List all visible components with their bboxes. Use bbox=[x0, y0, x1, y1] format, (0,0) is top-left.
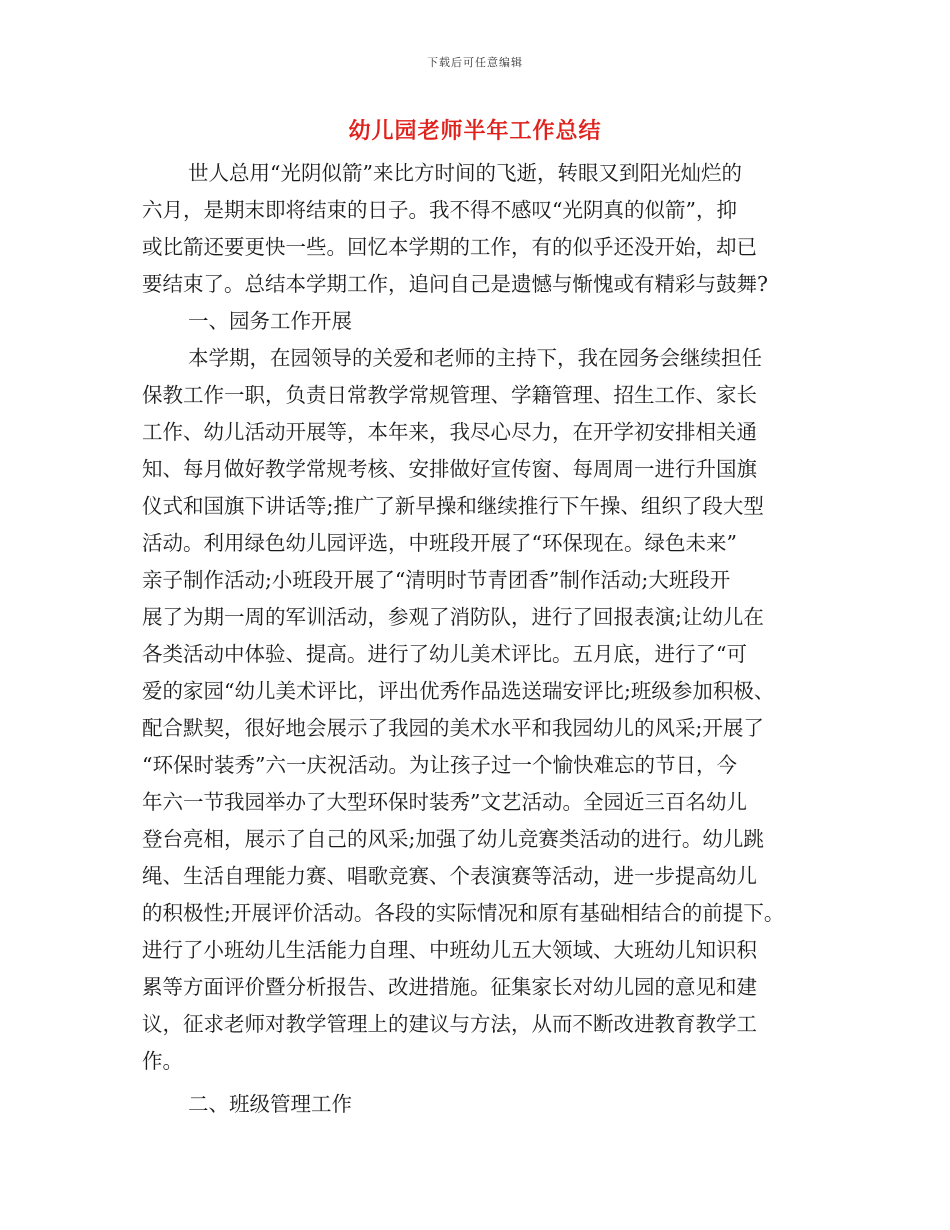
paragraph-line: 绳、生活自理能力赛、唱歌竞赛、个表演赛等活动，进一步提高幼儿 bbox=[142, 864, 757, 888]
paragraph-line: 或比箭还要更快一些。回忆本学期的工作，有的似乎还没开始，却已 bbox=[142, 235, 757, 259]
paragraph-line: 活动。利用绿色幼儿园评选，中班段开展了“环保现在。绿色未来” bbox=[142, 531, 737, 555]
paragraph-line: 亲子制作活动;小班段开展了“清明时节青团香”制作活动;大班段开 bbox=[142, 568, 731, 592]
paragraph-line: “环保时装秀”六一庆祝活动。为让孩子过一个愉快难忘的节日，今 bbox=[142, 753, 737, 777]
paragraph-line: 要结束了。总结本学期工作，追问自己是遗憾与惭愧或有精彩与鼓舞? bbox=[142, 272, 768, 296]
paragraph-line: 本学期，在园领导的关爱和老师的主持下，我在园务会继续担任 bbox=[188, 346, 762, 370]
paragraph-line: 年六一节我园举办了大型环保时装秀”文艺活动。全园近三百名幼儿 bbox=[142, 790, 747, 814]
paragraph-line: 配合默契，很好地会展示了我园的美术水平和我园幼儿的风采;开展了 bbox=[142, 716, 764, 740]
paragraph-line: 保教工作一职，负责日常教学常规管理、学籍管理、招生工作、家长 bbox=[142, 383, 757, 407]
header-note: 下载后可任意编辑 bbox=[427, 56, 523, 69]
paragraph-line: 爱的家园“幼儿美术评比，评出优秀作品选送瑞安评比;班级参加积极、 bbox=[142, 679, 775, 703]
document-title: 幼儿园老师半年工作总结 bbox=[348, 118, 602, 144]
paragraph-line: 作。 bbox=[142, 1049, 183, 1073]
section-heading: 二、班级管理工作 bbox=[188, 1092, 352, 1116]
paragraph-line: 工作、幼儿活动开展等，本年来，我尽心尽力，在开学初安排相关通 bbox=[142, 420, 757, 444]
paragraph-line: 各类活动中体验、提高。进行了幼儿美术评比。五月底，进行了“可 bbox=[142, 642, 747, 666]
paragraph-line: 知、每月做好教学常规考核、安排做好宣传窗、每周周一进行升国旗 bbox=[142, 457, 757, 481]
paragraph-line: 六月，是期末即将结束的日子。我不得不感叹“光阴真的似箭”，抑 bbox=[142, 198, 737, 222]
paragraph-line: 仪式和国旗下讲话等;推广了新早操和继续推行下午操、组织了段大型 bbox=[142, 494, 764, 518]
paragraph-line: 登台亮相，展示了自己的风采;加强了幼儿竞赛类活动的进行。幼儿跳 bbox=[142, 827, 764, 851]
paragraph-line: 展了为期一周的军训活动，参观了消防队，进行了回报表演;让幼儿在 bbox=[142, 605, 764, 629]
paragraph-line: 议，征求老师对教学管理上的建议与方法，从而不断改进教育教学工 bbox=[142, 1012, 757, 1036]
paragraph-line: 进行了小班幼儿生活能力自理、中班幼儿五大领域、大班幼儿知识积 bbox=[142, 938, 757, 962]
paragraph-line: 累等方面评价暨分析报告、改进措施。征集家长对幼儿园的意见和建 bbox=[142, 975, 757, 999]
paragraph-line: 世人总用“光阴似箭”来比方时间的飞逝，转眼又到阳光灿烂的 bbox=[188, 161, 742, 185]
section-heading: 一、园务工作开展 bbox=[188, 309, 352, 333]
paragraph-line: 的积极性;开展评价活动。各段的实际情况和原有基础相结合的前提下。 bbox=[142, 901, 785, 925]
